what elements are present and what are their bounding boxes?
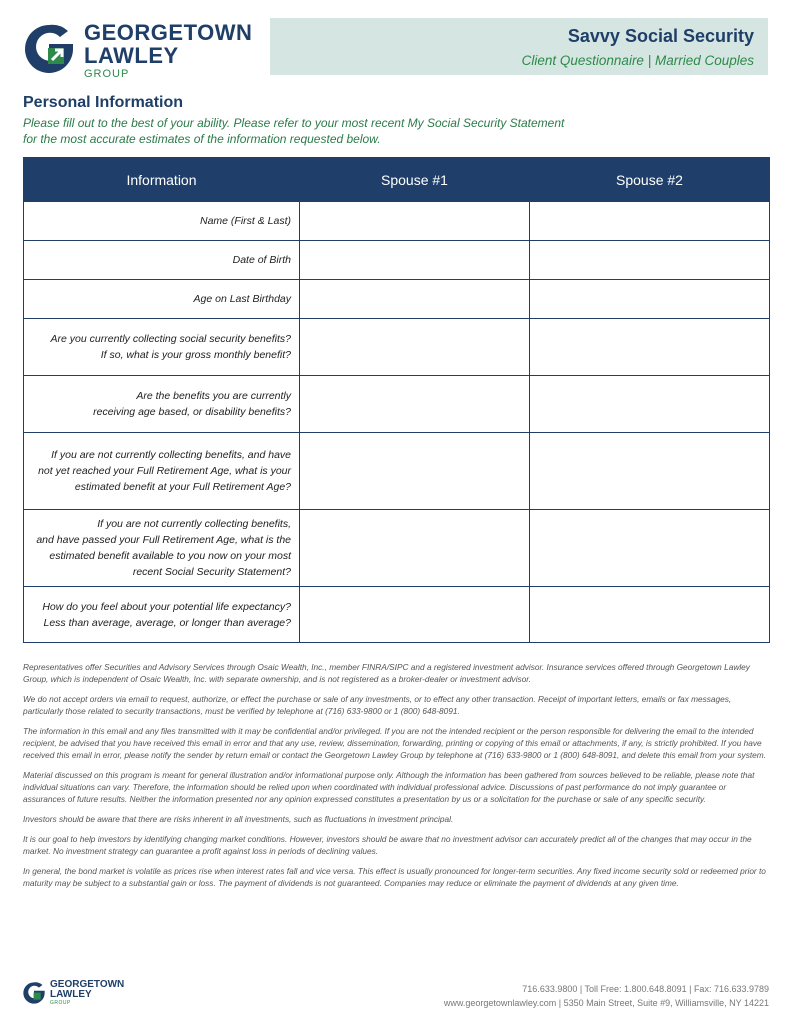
- spouse-2-answer[interactable]: [530, 280, 770, 319]
- document-title: Savvy Social Security: [567, 26, 754, 46]
- disclaimer-paragraph: We do not accept orders via email to request, authorize, or effect the purchase or sale of any investments, or to effect any other transaction. Receipt of important letters, emails or fax messages, particularly those related to security transactions, must be verified by telephone at (716) 633-9800 or 1 (800) 648-8091.: [23, 694, 732, 716]
- table-header-row: [24, 158, 770, 202]
- question-cell: [24, 202, 300, 241]
- question-cell: [24, 433, 300, 510]
- spouse-1-answer[interactable]: [300, 433, 530, 510]
- header-spouse-1: Spouse #1: [300, 158, 530, 202]
- table-row: [24, 241, 770, 280]
- footer-contact: [444, 982, 769, 1010]
- contact-phone-line: 716.633.9800 | Toll Free: 1.800.648.8091 | Fax: 716.633.9789: [522, 984, 769, 994]
- question-cell: [24, 376, 300, 433]
- question-line: Less than average, average, or longer than average?: [43, 616, 291, 629]
- disclaimer-paragraph: Investors should be aware that there are risks inherent in all investments, such as fluctuations in investment principal.: [23, 814, 454, 824]
- table-row: [24, 433, 770, 510]
- question-line: recent Social Security Statement?: [132, 566, 291, 578]
- question-line: How do you feel about your potential life expectancy?: [42, 600, 291, 613]
- disclaimer-paragraph: It is our goal to help investors by identifying changing market conditions. However, investors should be aware that no investment advisor can accurately predict all of the changes that may occur in the market. No investment strategy can guarantee a profit against loss in periods of declining values.: [23, 834, 752, 856]
- spouse-1-answer[interactable]: [300, 510, 530, 587]
- company-logo: [22, 20, 262, 80]
- section-title: Personal Information: [23, 94, 184, 111]
- question-line: not yet reached your Full Retirement Age, what is your: [38, 465, 291, 477]
- table-row: [24, 376, 770, 433]
- disclaimer-paragraph: In general, the bond market is volatile as prices rise when interest rates fall and vice versa. This effect is usually pronounced for longer-term securities. Any fixed income security sold or redeemed prior to maturity may be subject to a substantial gain or loss. The payment of dividends is not guaranteed. Companies may reduce or eliminate the payment of dividends at any given time.: [23, 866, 766, 888]
- intro-line-2: for the most accurate estimates of the information requested below.: [23, 132, 381, 146]
- section-intro: [23, 115, 623, 147]
- logo-text-line1: GEORGETOWN: [84, 20, 253, 45]
- disclaimer-block: [23, 661, 769, 897]
- disclaimer-paragraph: Representatives offer Securities and Advisory Services through Osaic Wealth, Inc., member FINRA/SIPC and a registered investment advisor. Insurance services offered through Georgetown Lawley Group, which is independent of Osaic Wealth, Inc. with separate ownership, and is not registered as a broker-dealer or investment advisor.: [23, 662, 750, 684]
- question-line: Are the benefits you are currently: [136, 390, 291, 402]
- question-line: If so, what is your gross monthly benefit?: [100, 349, 291, 361]
- question-cell: [24, 241, 300, 280]
- spouse-2-answer[interactable]: [530, 319, 770, 376]
- spouse-2-answer[interactable]: [530, 587, 770, 643]
- table-row: [24, 587, 770, 643]
- spouse-2-answer[interactable]: [530, 376, 770, 433]
- header-spouse-2: Spouse #2: [530, 158, 770, 202]
- question-line: Are you currently collecting social security benefits?: [50, 333, 291, 345]
- footer-logo-line2: LAWLEY: [50, 989, 92, 1000]
- table-row: [24, 319, 770, 376]
- footer-logo-line1: GEORGETOWN: [50, 979, 125, 990]
- document-subtitle: Client Questionnaire | Married Couples: [521, 53, 754, 68]
- header-information: Information: [24, 158, 300, 202]
- spouse-1-answer[interactable]: [300, 280, 530, 319]
- spouse-1-answer[interactable]: [300, 376, 530, 433]
- question-cell: [24, 280, 300, 319]
- table-row: [24, 510, 770, 587]
- footer-logo-line3: GROUP: [50, 1000, 71, 1006]
- question-line: Name (First & Last): [199, 215, 291, 227]
- spouse-1-answer[interactable]: [300, 319, 530, 376]
- question-line: estimated benefit available to you now on your most: [49, 550, 291, 562]
- spouse-1-answer[interactable]: [300, 241, 530, 280]
- title-banner: [270, 18, 768, 75]
- question-cell: [24, 510, 300, 587]
- question-line: If you are not currently collecting benefits,: [97, 518, 291, 530]
- spouse-2-answer[interactable]: [530, 510, 770, 587]
- table-row: [24, 202, 770, 241]
- spouse-2-answer[interactable]: [530, 433, 770, 510]
- question-line: Age on Last Birthday: [193, 293, 291, 305]
- spouse-2-answer[interactable]: [530, 202, 770, 241]
- footer-logo: [22, 980, 132, 1006]
- spouse-1-answer[interactable]: [300, 202, 530, 241]
- spouse-2-answer[interactable]: [530, 241, 770, 280]
- question-line: and have passed your Full Retirement Age, what is the: [36, 534, 291, 546]
- question-line: If you are not currently collecting benefits, and have: [51, 449, 291, 461]
- logo-mark-icon: [22, 22, 76, 76]
- logo-text-line2: LAWLEY: [84, 43, 179, 68]
- question-line: Date of Birth: [232, 254, 291, 266]
- question-line: receiving age based, or disability benefits?: [93, 406, 291, 418]
- intro-line-1: Please fill out to the best of your ability. Please refer to your most recent My Social Security Statement: [23, 116, 565, 130]
- contact-address-line: www.georgetownlawley.com | 5350 Main Street, Suite #9, Williamsville, NY 14221: [443, 998, 769, 1008]
- questionnaire-table: [23, 157, 770, 643]
- question-cell: [24, 319, 300, 376]
- table-row: [24, 280, 770, 319]
- question-cell: [24, 587, 300, 643]
- logo-text-line3: GROUP: [84, 68, 130, 80]
- spouse-1-answer[interactable]: [300, 587, 530, 643]
- disclaimer-paragraph: Material discussed on this program is meant for general illustration and/or informational purpose only. Although the information has been gathered from sources believed to be reliable, please note that individual situations can vary. Therefore, the information should be relied upon when coordinated with individual professional advice. Discussions of past performance do not imply guarantee or assurances of future results. Neither the information presented nor any opinion expressed constitutes a presentation by us or a solicitation for the purchase or sale of any specific security.: [23, 770, 755, 804]
- disclaimer-paragraph: The information in this email and any files transmitted with it may be confidential and/or privileged. If you are not the intended recipient or the person responsible for delivering the email to the intended recipient, be advised that you have received this email in error and that any use, review, dissemination, forwarding, printing or copying of this email or attachments, if any, is strictly prohibited. If you have received this email in error, please notify the sender by return email or contact the Georgetown Lawley Group by telephone at (716) 633-9800 or 1 (800) 648-8091, and delete this email from your system.: [23, 726, 766, 760]
- footer-logo-mark-icon: [22, 981, 46, 1005]
- question-line: estimated benefit at your Full Retirement Age?: [74, 481, 291, 493]
